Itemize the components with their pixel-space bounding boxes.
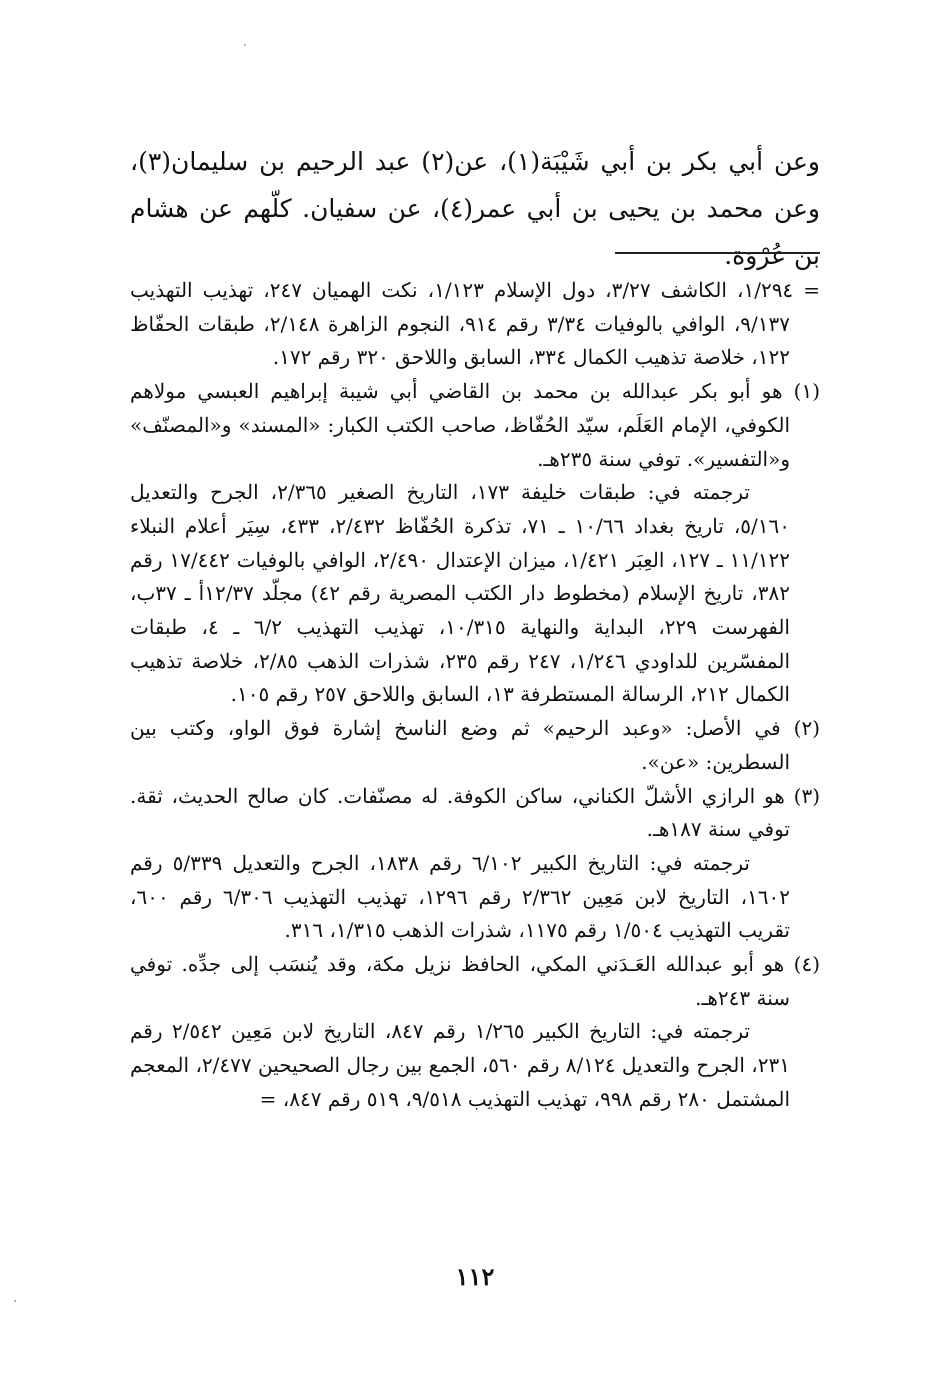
footnote-2-text: (٢) في الأصل: «وعبد الرحيم» ثم وضع الناسخ إشارة فوق الواو، وكتب بين السطرين: «عن». — [130, 716, 820, 774]
footnote-3-text: (٣) هو الرازي الأشلّ الكناني، ساكن الكوفة. له مصنّفات. كان صالح الحديث، ثقة. توفي سنة ١٨٧هـ. — [130, 783, 820, 842]
scan-speck — [244, 44, 246, 46]
footnote-continuation: = ١/٢٩٤، الكاشف ٣/٢٧، دول الإسلام ١/١٢٣، نكت الهميان ٢٤٧، تهذيب التهذيب ٩/١٣٧، الوافي بالوفيات ٣/٣٤ رقم ٩١٤، النجوم الزاهرة ٢/١٤٨، طبقات الحفّاظ ١٢٢، خلاصة تذهيب الكمال ٣٣٤، السابق واللاحق ٣٢٠ رقم ١٧٢. — [130, 278, 821, 370]
footnote-separator — [615, 252, 820, 254]
footnote-4-sources: ترجمته في: التاريخ الكبير ١/٢٦٥ رقم ٨٤٧، التاريخ لابن مَعِين ٢/٥٤٢ رقم ٢٣١، الجرح والتعديل ٨/١٢٤ رقم ٥٦٠، الجمع بين رجال الصحيحين ٢/٤٧٧، المعجم المشتمل ٢٨٠ رقم ٩٩٨، تهذيب التهذيب ٩/٥١٨، ٥١٩ رقم ٨٤٧، = — [130, 1019, 790, 1111]
scan-speck — [14, 1300, 16, 1302]
footnote-1-text: (١) هو أبو بكر عبدالله بن محمد بن القاضي أبي شيبة إبراهيم العبسي مولاهم الكوفي، الإمام العَلَم، سيّد الحُفّاظ، صاحب الكتب الكبار: «المسند» و«المصنّف» و«التفسير». توفي سنة ٢٣٥هـ. — [130, 379, 820, 471]
footnotes — [130, 274, 820, 1117]
footnote-3-sources: ترجمته في: التاريخ الكبير ٦/١٠٢ رقم ١٨٣٨، الجرح والتعديل ٥/٣٣٩ رقم ١٦٠٢، التاريخ لابن مَعِين ٢/٣٦٢ رقم ١٢٩٦، تهذيب التهذيب ٦/٣٠٦ رقم ٦٠٠، تقريب التهذيب ١/٥٠٤ رقم ١١٧٥، شذرات الذهب ١/٣١٥، ٣١٦. — [130, 850, 790, 943]
footnote-1-sources: ترجمته في: طبقات خليفة ١٧٣، التاريخ الصغير ٢/٣٦٥، الجرح والتعديل ٥/١٦٠، تاريخ بغداد ١٠/٦٦ ـ ٧١، تذكرة الحُفّاظ ٢/٤٣٢، ٤٣٣، سِيَر أعلام النبلاء ١١/١٢٢ ـ ١٢٧، العِبَر ١/٤٢١، ميزان الإعتدال ٢/٤٩٠، الوافي بالوفيات ١٧/٤٤٢ رقم ٣٨٢، تاريخ الإسلام (مخطوط دار الكتب المصرية رقم ٤٢) مجلّد ١٢/٣٧أ ـ ٣٧ب، الفهرست ٢٢٩، البداية والنهاية ١٠/٣١٥، تهذيب التهذيب ٦/٢ ـ ٤، طبقات المفسّرين للداودي ١/٢٤٦، ٢٤٧ رقم ٢٣٥، شذرات الذهب ٢/٨٥، خلاصة تذهيب الكمال ٢١٢، الرسالة المستطرفة ١٣، السابق واللاحق ٢٥٧ رقم ١٠٥. — [130, 480, 791, 707]
footnote-4-text: (٤) هو أبو عبدالله العَـدَني المكي، الحافظ نزيل مكة، وقد يُنسَب إلى جدِّه. توفي سنة ٢٤٣هـ. — [130, 952, 820, 1010]
page-number: ١١٢ — [455, 1262, 495, 1291]
main-text: وعن أبي بكر بن أبي شَيْبَة(١)، عن(٢) عبد الرحيم بن سليمان(٣)، وعن محمد بن يحيى بن أبي عمر(٤)، عن سفيان. كلّهم عن هشام بن عُرْوَة. — [130, 147, 821, 270]
